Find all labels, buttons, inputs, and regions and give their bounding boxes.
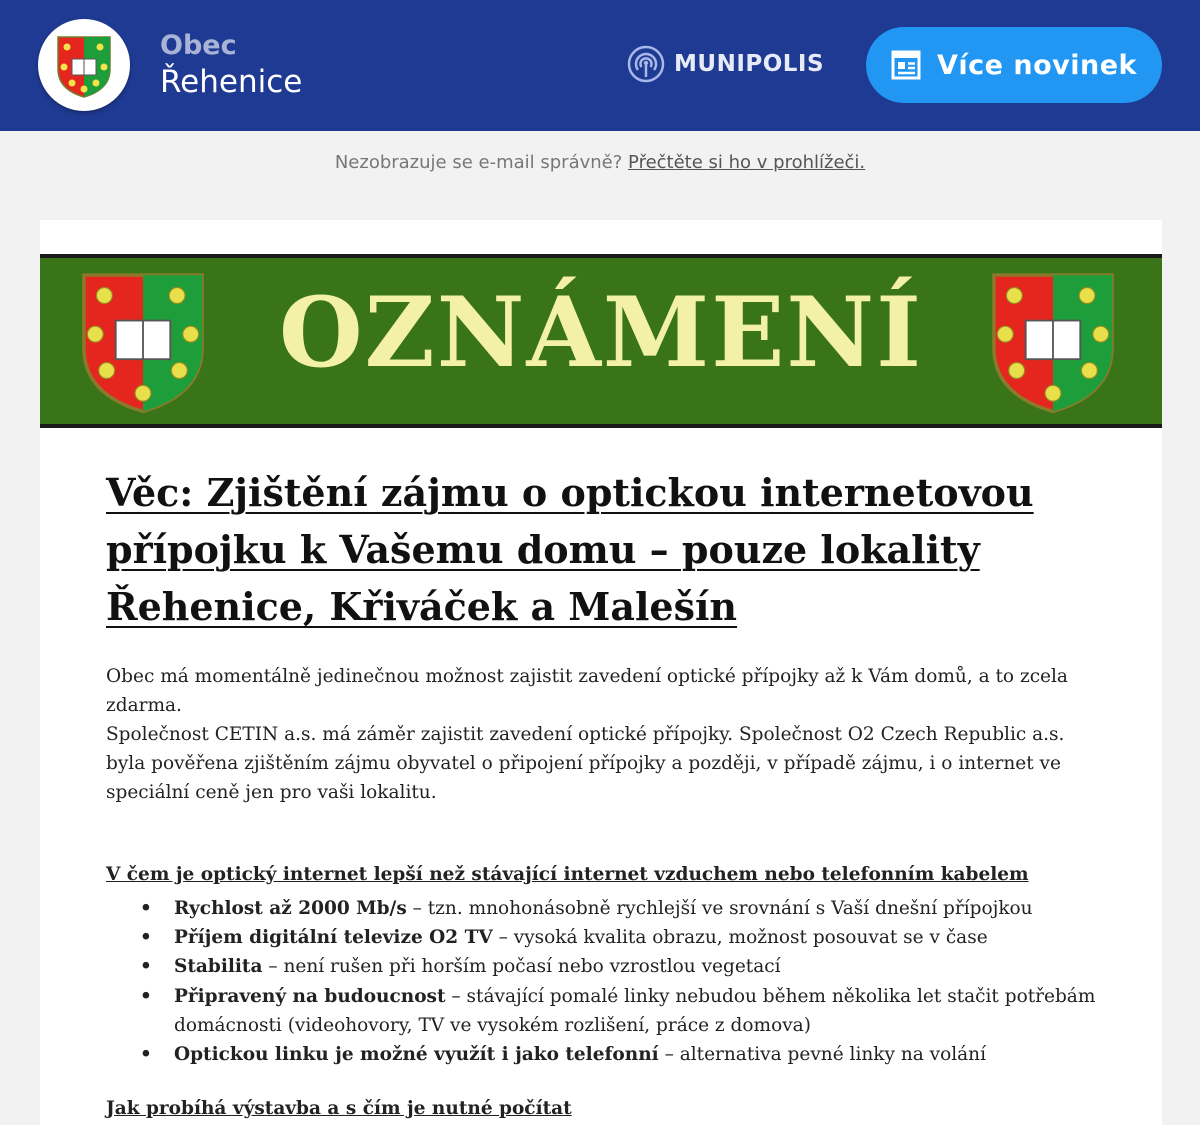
benefit-title: Rychlost až 2000 Mb/s xyxy=(174,898,407,919)
org-label: Obec xyxy=(160,30,237,61)
announcement-banner xyxy=(40,254,1162,428)
benefit-title: Příjem digitální televize O2 TV xyxy=(174,927,493,949)
preheader-text: Nezobrazuje se e-mail správně? xyxy=(334,152,623,173)
list-item xyxy=(106,952,1106,981)
partner-logo[interactable] xyxy=(626,44,824,84)
coat-of-arms-icon xyxy=(54,33,114,99)
benefits-list xyxy=(106,894,1106,1069)
benefit-title: Připravený na budoucnost xyxy=(174,985,446,1007)
benefit-title: Optickou linku je možné využít i jako telefonní xyxy=(174,1044,659,1066)
intro-line-1: Obec má momentálně jedinečnou možnost zajistit zavedení optické přípojky až k Vám domů, a to zcela zdarma. xyxy=(106,666,1068,716)
benefits-heading: V čem je optický internet lepší než stávající internet vzduchem nebo telefonním kabelem xyxy=(106,864,1029,885)
view-in-browser-link[interactable]: Přečtěte si ho v prohlížeči. xyxy=(628,152,866,173)
coat-of-arms-icon xyxy=(974,266,1132,416)
banner-title: OZNÁMENÍ xyxy=(278,276,924,389)
list-item xyxy=(106,923,1106,952)
preheader xyxy=(0,152,1200,173)
broadcast-icon xyxy=(626,44,666,84)
intro-paragraph xyxy=(106,662,1106,807)
announcement-card xyxy=(40,220,1162,1125)
municipality-logo[interactable] xyxy=(38,19,130,111)
more-news-label: Více novinek xyxy=(937,49,1137,81)
email-header xyxy=(0,0,1200,131)
org-name: Řehenice xyxy=(160,64,303,100)
list-item xyxy=(106,894,1106,923)
benefit-text: – alternativa pevné linky na volání xyxy=(658,1044,987,1066)
document-title: Věc: Zjištění zájmu o optickou internetovou přípojku k Vašemu domu – pouze lokality Řehenice, Křiváček a Malešín xyxy=(106,470,1034,629)
benefit-text: – není rušen při horším počasí nebo vzrostlou vegetací xyxy=(262,956,781,978)
benefit-text: – vysoká kvalita obrazu, možnost posouvat se v čase xyxy=(492,927,988,949)
list-item xyxy=(106,1040,1106,1069)
list-item xyxy=(106,982,1106,1040)
benefit-text: – stávající pomalé linky nebudou během několika let stačit potřebám domácnosti (videohovory, TV ve vysokém rozlišení, práce z domova) xyxy=(174,985,1096,1036)
more-news-button[interactable] xyxy=(866,27,1162,103)
intro-line-2: Společnost CETIN a.s. má záměr zajistit zavedení optické přípojky. Společnost O2 Czech Republic a.s. byla pověřena zjištěním zájmu obyvatel o připojení přípojky a později, v případě zájmu, i o internet ve speciální ceně jen pro vaši lokalitu. xyxy=(106,724,1065,803)
benefit-title: Stabilita xyxy=(174,956,263,978)
partner-name: MUNIPOLIS xyxy=(674,51,825,77)
newspaper-icon xyxy=(891,50,921,80)
benefit-text: – tzn. mnohonásobně rychlejší ve srovnání s Vaší dnešní přípojkou xyxy=(406,898,1033,919)
construction-heading: Jak probíhá výstavba a s čím je nutné počítat xyxy=(106,1098,572,1119)
